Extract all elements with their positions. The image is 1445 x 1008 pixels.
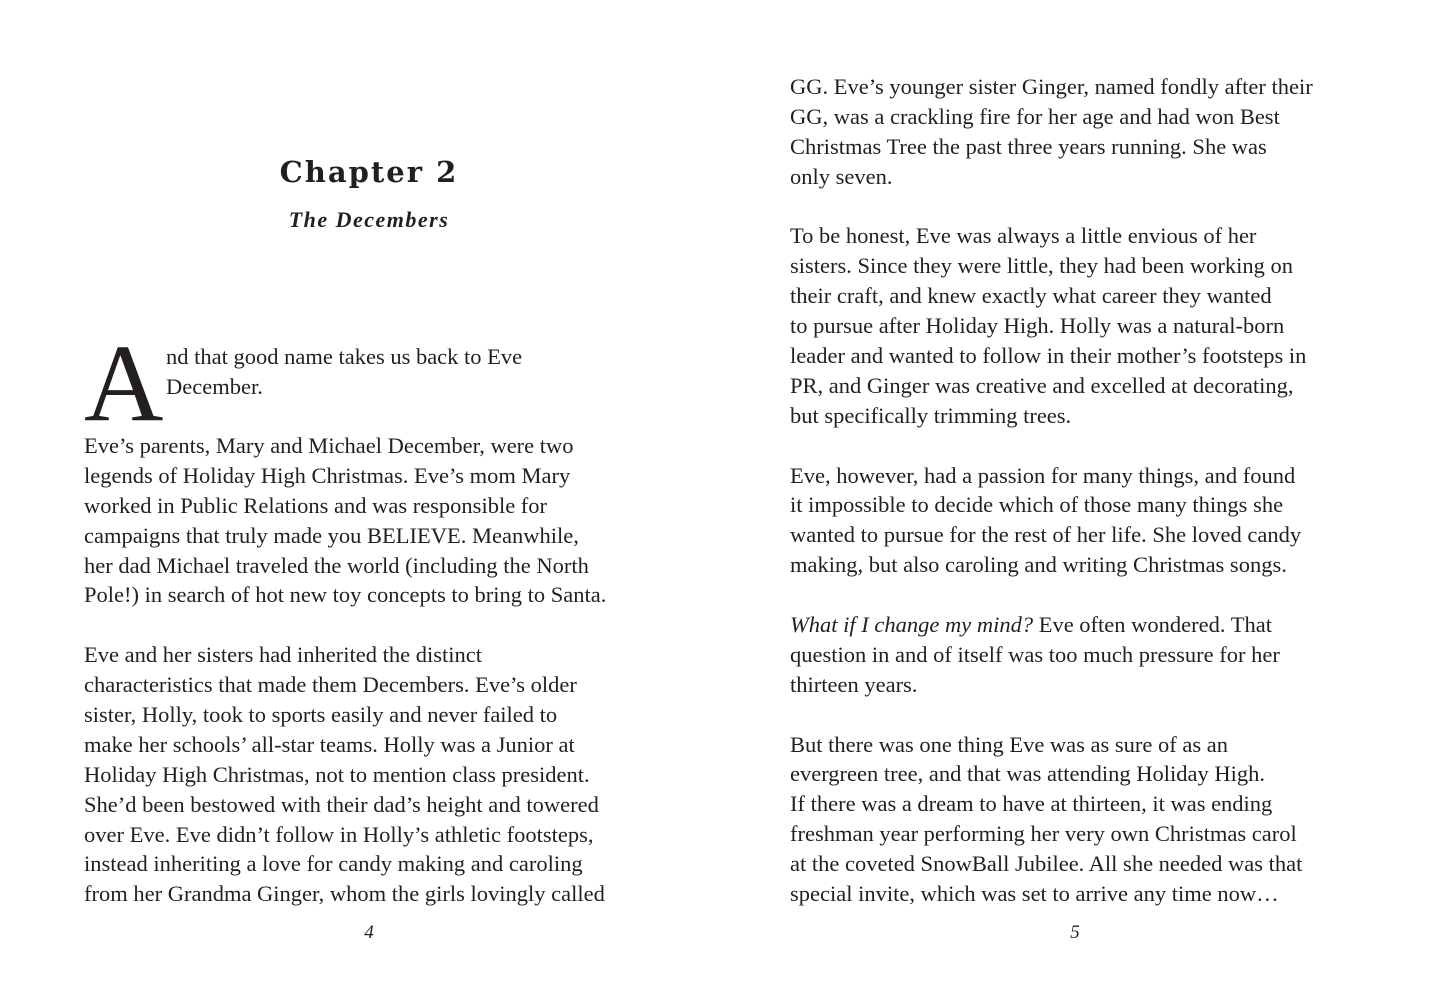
text-line: it impossible to decide which of those many things she bbox=[790, 492, 1284, 518]
text-line: from her Grandma Ginger, whom the girls lovingly called bbox=[84, 881, 605, 907]
text-line: PR, and Ginger was creative and excelled at decorating, bbox=[790, 372, 1294, 398]
text-line: characteristics that made them Decembers. Eve’s older bbox=[84, 672, 577, 698]
drop-cap: A bbox=[84, 322, 164, 444]
text-line: to pursue after Holiday High. Holly was a natural-born bbox=[790, 313, 1285, 339]
text-line: campaigns that truly made you BELIEVE. Meanwhile, bbox=[84, 522, 579, 548]
paragraph bbox=[790, 461, 1390, 581]
text-line: only seven. bbox=[790, 163, 893, 189]
right-page bbox=[722, 0, 1445, 1008]
text-line: She’d been bestowed with their dad’s height and towered bbox=[84, 791, 599, 817]
text-line: Eve’s parents, Mary and Michael December, were two bbox=[84, 433, 574, 458]
text-line: evergreen tree, and that was attending Holiday High. bbox=[790, 761, 1266, 787]
paragraph bbox=[790, 221, 1390, 430]
text-line: thirteen years. bbox=[790, 671, 918, 697]
text-line: legends of Holiday High Christmas. Eve’s mom Mary bbox=[84, 462, 571, 488]
text-line: leader and wanted to follow in their mother’s footsteps in bbox=[790, 343, 1307, 369]
text-line: question in and of itself was too much pressure for her bbox=[790, 641, 1280, 667]
text-line: Christmas Tree the past three years running. She was bbox=[790, 133, 1267, 159]
text-line: But there was one thing Eve was as sure of as an bbox=[790, 731, 1229, 757]
text-line: making, but also caroling and writing Christmas songs. bbox=[790, 552, 1287, 578]
text-line: freshman year performing her very own Christmas carol bbox=[790, 821, 1297, 847]
opening-paragraph bbox=[84, 322, 664, 444]
text-line: Holiday High Christmas, not to mention class president. bbox=[84, 761, 590, 787]
text-line: make her schools’ all-star teams. Holly was a Junior at bbox=[84, 731, 575, 757]
chapter-title: Chapter 2 bbox=[279, 155, 459, 189]
text-line: wanted to pursue for the rest of her life. She loved candy bbox=[790, 522, 1302, 548]
page-number: 4 bbox=[364, 922, 374, 943]
text-line: sisters. Since they were little, they had been working on bbox=[790, 253, 1293, 279]
text-line: Pole!) in search of hot new toy concepts to bring to Santa. bbox=[84, 582, 607, 608]
text-line: at the coveted SnowBall Jubilee. All she needed was that bbox=[790, 851, 1303, 877]
paragraph bbox=[790, 610, 1390, 700]
text-line: worked in Public Relations and was responsible for bbox=[84, 492, 548, 518]
text-line: special invite, which was set to arrive any time now… bbox=[790, 881, 1279, 907]
text-line: GG, was a crackling fire for her age and had won Best bbox=[790, 103, 1280, 129]
paragraph bbox=[790, 72, 1390, 192]
italic-thought: What if I change my mind? bbox=[790, 612, 1034, 638]
text-fragment: Eve often wondered. That bbox=[1033, 612, 1272, 638]
text-line: nd that good name takes us back to Eve bbox=[166, 344, 523, 369]
text-line: If there was a dream to have at thirteen, it was ending bbox=[790, 791, 1273, 817]
paragraph bbox=[84, 640, 664, 909]
right-page-body bbox=[790, 72, 1390, 909]
paragraph bbox=[790, 730, 1390, 909]
text-line: instead inheriting a love for candy making and caroling bbox=[84, 851, 583, 877]
text-line: December. bbox=[166, 374, 263, 399]
text-line: To be honest, Eve was always a little envious of her bbox=[790, 223, 1257, 249]
left-page bbox=[0, 0, 722, 1008]
left-page-body bbox=[84, 431, 664, 909]
text-line: Eve and her sisters had inherited the distinct bbox=[84, 642, 483, 668]
page-number: 5 bbox=[1070, 922, 1080, 943]
text-line: over Eve. Eve didn’t follow in Holly’s athletic footsteps, bbox=[84, 821, 594, 847]
text-line: her dad Michael traveled the world (including the North bbox=[84, 552, 589, 578]
text-line: Eve, however, had a passion for many things, and found bbox=[790, 462, 1296, 488]
chapter-subtitle: The Decembers bbox=[288, 207, 450, 232]
paragraph bbox=[84, 431, 664, 610]
text-line: but specifically trimming trees. bbox=[790, 402, 1072, 428]
text-line: their craft, and knew exactly what career they wanted bbox=[790, 283, 1272, 309]
text-line: GG. Eve’s younger sister Ginger, named fondly after their bbox=[790, 74, 1313, 99]
text-line bbox=[790, 610, 1390, 640]
text-line: sister, Holly, took to sports easily and never failed to bbox=[84, 702, 558, 728]
